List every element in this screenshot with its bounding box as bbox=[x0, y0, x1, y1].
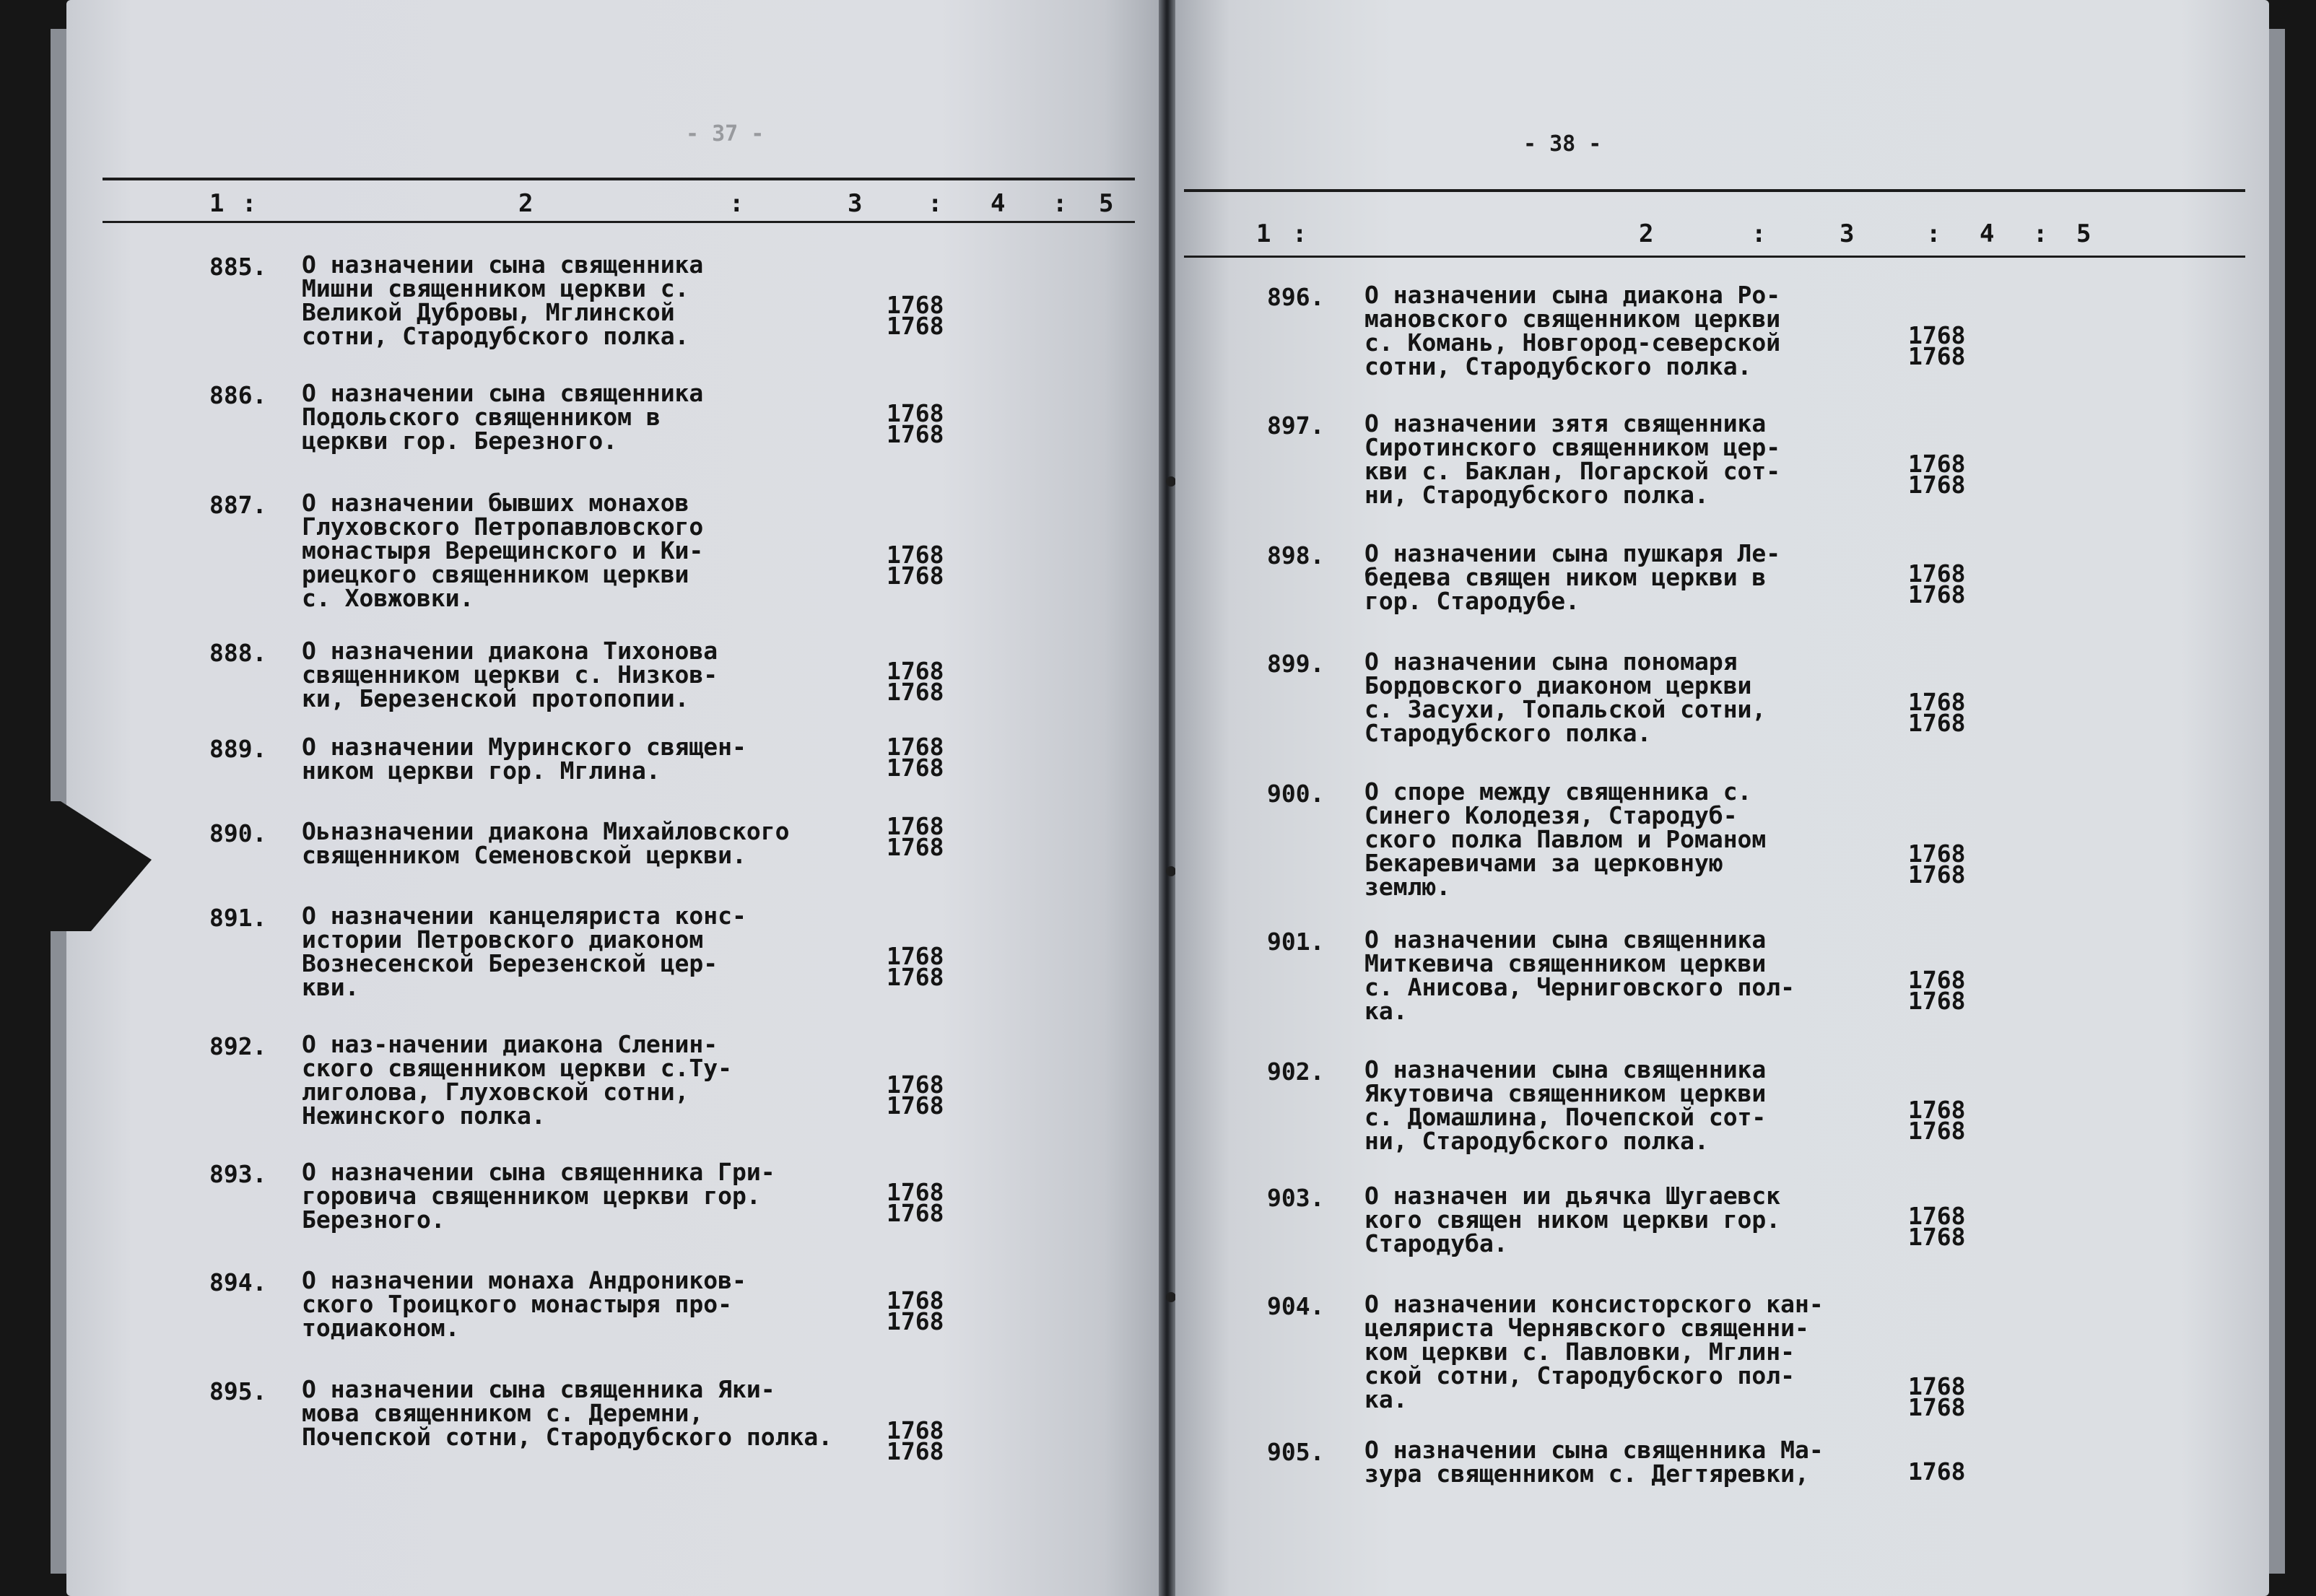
entry-description-line: О назначении канцеляриста конс- bbox=[302, 902, 746, 930]
entry-description-line: Подольского священником в bbox=[302, 403, 661, 431]
entry-description bbox=[1364, 925, 1795, 1025]
entry-year: 1768 bbox=[887, 562, 944, 590]
entry-year: 1768 bbox=[1908, 1372, 1966, 1400]
right-page-number: - 38 - bbox=[1523, 131, 1602, 157]
entry-number: 896. bbox=[1267, 283, 1325, 311]
entry-description-line: О назначении сына священника Ма- bbox=[1364, 1436, 1824, 1464]
entry-year: 1768 bbox=[887, 754, 944, 782]
entry-year: 1768 bbox=[1908, 1223, 1966, 1251]
entry-description-line: Глуховского Петропавловского bbox=[302, 513, 704, 541]
right-header-rule-top bbox=[1184, 189, 2245, 192]
entry-description bbox=[302, 1377, 832, 1449]
col-header-4: 4 bbox=[1980, 219, 1995, 248]
entry-description bbox=[302, 491, 703, 610]
entry-number: 889. bbox=[209, 735, 267, 763]
entry-description bbox=[302, 904, 746, 999]
entry-description-line: мановского священником церкви bbox=[1364, 305, 1781, 333]
entry-description bbox=[302, 1268, 746, 1340]
col-sep: : bbox=[1292, 219, 1307, 248]
col-sep: : bbox=[1053, 189, 1068, 218]
entry-year: 1768 bbox=[1908, 559, 1966, 588]
entry-description-line: ком церкви с. Павловки, Мглин- bbox=[1364, 1338, 1795, 1366]
col-header-1: 1 bbox=[209, 189, 225, 218]
entry-description-line: О назначении Муринского священ- bbox=[302, 733, 746, 761]
entry-year: 1768 bbox=[1908, 471, 1966, 499]
entry-description-line: сотни, Стародубского полка. bbox=[1364, 352, 1752, 380]
entry-description-line: с. Ховжовки. bbox=[302, 584, 474, 612]
entry-year: 1768 bbox=[887, 399, 944, 427]
entry-description-line: Великой Дубровы, Мглинской bbox=[302, 298, 675, 326]
col-header-1: 1 bbox=[1256, 219, 1271, 248]
entry-year: 1768 bbox=[887, 963, 944, 991]
entry-description-line: кого священ ником церкви гор. bbox=[1364, 1205, 1781, 1234]
col-sep: : bbox=[1751, 219, 1767, 248]
entry-description-line: Якутовича священником церкви bbox=[1364, 1079, 1767, 1107]
entry-year: 1768 bbox=[887, 833, 944, 861]
entry-year: 1768 bbox=[887, 541, 944, 569]
entry-description-line: целяриста Чернявского священни- bbox=[1364, 1314, 1809, 1342]
entry-description-line: О назначении консисторского кан- bbox=[1364, 1290, 1824, 1318]
entry-description bbox=[1364, 647, 1767, 747]
entry-description-line: Миткевича священником церкви bbox=[1364, 949, 1767, 977]
entry-description-line: сотни, Стародубского полка. bbox=[302, 322, 689, 350]
entry-number: 890. bbox=[209, 819, 267, 847]
entry-year: 1768 bbox=[1908, 321, 1966, 349]
entry-description-line: О назначении сына диакона Ро- bbox=[1364, 281, 1781, 309]
entry-year: 1768 bbox=[1908, 840, 1966, 868]
entry-year: 1768 bbox=[887, 942, 944, 970]
entry-description-line: Сиротинского священником цер- bbox=[1364, 433, 1781, 461]
entry-description-line: с. Засухи, Топальской сотни, bbox=[1364, 695, 1767, 723]
col-sep: : bbox=[1926, 219, 1941, 248]
entry-year: 1768 bbox=[887, 1091, 944, 1120]
entry-year: 1768 bbox=[887, 312, 944, 340]
entry-description bbox=[1364, 777, 1767, 901]
entry-description-line: церкви гор. Березного. bbox=[302, 427, 618, 455]
entry-description-line: О назначен ии дьячка Шугаевск bbox=[1364, 1182, 1781, 1210]
entry-description-line: с. Анисова, Черниговского пол- bbox=[1364, 973, 1795, 1001]
entry-description-line: с. Комань, Новгород-северской bbox=[1364, 328, 1781, 357]
entry-description bbox=[302, 1158, 775, 1234]
entry-description-line: зура священником с. Дегтяревки, bbox=[1364, 1460, 1809, 1488]
entry-description-line: Стародуба. bbox=[1364, 1229, 1508, 1257]
entry-number: 887. bbox=[209, 491, 267, 519]
entry-description bbox=[302, 250, 704, 350]
entry-description-line: тодиаконом. bbox=[302, 1314, 460, 1342]
entry-year: 1768 bbox=[887, 1199, 944, 1227]
entry-description bbox=[302, 733, 746, 785]
entry-year: 1768 bbox=[1908, 1096, 1966, 1124]
entry-description-line: О назначении сына пушкаря Ле- bbox=[1364, 539, 1781, 567]
entry-year: 1768 bbox=[887, 733, 944, 761]
entry-year: 1768 bbox=[1908, 966, 1966, 994]
entry-year: 1768 bbox=[1908, 709, 1966, 737]
entry-description-line: монастыря Верещинского и Ки- bbox=[302, 536, 704, 564]
entry-year: 1768 bbox=[1908, 987, 1966, 1015]
entry-year: 1768 bbox=[1908, 860, 1966, 889]
entry-description-line: О назначении сына священника bbox=[302, 250, 704, 279]
entry-year: 1768 bbox=[1908, 688, 1966, 716]
entry-number: 895. bbox=[209, 1377, 267, 1405]
entry-description bbox=[1364, 1292, 1824, 1411]
entry-description-line: ки, Березенской протопопии. bbox=[302, 684, 689, 712]
entry-year: 1768 bbox=[1908, 1457, 1966, 1486]
entry-description-line: землю. bbox=[1364, 873, 1451, 901]
entry-description-line: О назначении сына пономаря bbox=[1364, 647, 1738, 676]
entry-year: 1768 bbox=[887, 1070, 944, 1099]
col-header-3: 3 bbox=[848, 189, 863, 218]
left-header-rule-top bbox=[103, 178, 1135, 180]
entry-description-line: кви с. Баклан, Погарской сот- bbox=[1364, 457, 1781, 485]
entry-description-line: О назначении монаха Андроников- bbox=[302, 1266, 746, 1294]
entry-description bbox=[1364, 411, 1780, 507]
entry-number: 901. bbox=[1267, 928, 1325, 956]
entry-description-line: Почепской сотни, Стародубского полка. bbox=[302, 1423, 833, 1451]
entry-number: 900. bbox=[1267, 780, 1325, 808]
entry-description-line: ской сотни, Стародубского пол- bbox=[1364, 1361, 1795, 1390]
col-header-5: 5 bbox=[2076, 219, 2091, 248]
entry-description-line: священником Семеновской церкви. bbox=[302, 841, 746, 869]
entry-description-line: Синего Колодезя, Стародуб- bbox=[1364, 801, 1738, 829]
entry-description-line: ского полка Павлом и Романом bbox=[1364, 825, 1767, 853]
entry-number: 898. bbox=[1267, 541, 1325, 570]
entry-description-line: Нежинского полка. bbox=[302, 1102, 546, 1130]
entry-number: 885. bbox=[209, 253, 267, 281]
book-cover-edge-right bbox=[2269, 29, 2285, 1574]
entry-description-line: ни, Стародубского полка. bbox=[1364, 481, 1709, 509]
binding-hole bbox=[1166, 476, 1176, 487]
entry-description-line: гор. Стародубе. bbox=[1364, 587, 1580, 615]
entry-description-line: Вознесенской Березенской цер- bbox=[302, 949, 718, 977]
entry-description bbox=[302, 639, 718, 710]
entry-description bbox=[1364, 1438, 1824, 1486]
entry-description-line: Стародубского полка. bbox=[1364, 719, 1652, 747]
entry-year: 1768 bbox=[1908, 1202, 1966, 1230]
entry-description-line: бедева священ ником церкви в bbox=[1364, 563, 1767, 591]
entry-number: 904. bbox=[1267, 1292, 1325, 1320]
entry-number: 905. bbox=[1267, 1438, 1325, 1466]
entry-description-line: лиголова, Глуховской сотни, bbox=[302, 1078, 689, 1106]
entry-year: 1768 bbox=[1908, 1393, 1966, 1421]
entry-year: 1768 bbox=[887, 1416, 944, 1444]
entry-description-line: О наз-начении диакона Сленин- bbox=[302, 1030, 718, 1058]
col-sep: : bbox=[729, 189, 744, 218]
entry-number: 888. bbox=[209, 639, 267, 667]
entry-year: 1768 bbox=[1908, 1117, 1966, 1145]
entry-description-line: ка. bbox=[1364, 1385, 1408, 1413]
col-sep: : bbox=[242, 189, 257, 218]
col-sep: : bbox=[2033, 219, 2048, 248]
entry-description-line: ником церкви гор. Мглина. bbox=[302, 756, 661, 785]
col-header-3: 3 bbox=[1840, 219, 1855, 248]
entry-description-line: О назначении зятя священника bbox=[1364, 409, 1767, 437]
entry-description bbox=[1364, 541, 1780, 613]
right-header-rule-bottom bbox=[1184, 256, 2245, 258]
entry-description-line: Березного. bbox=[302, 1205, 445, 1234]
entry-description-line: О назначении диакона Тихонова bbox=[302, 637, 718, 665]
entry-description-line: О назначении сына священника Гри- bbox=[302, 1158, 775, 1186]
col-header-5: 5 bbox=[1099, 189, 1114, 218]
entry-description-line: ского священником церкви с.Ту- bbox=[302, 1054, 733, 1082]
entry-description bbox=[1364, 1055, 1767, 1155]
entry-number: 891. bbox=[209, 904, 267, 932]
entry-description-line: Мишни священником церкви с. bbox=[302, 274, 689, 302]
left-page-number: - 37 - bbox=[686, 121, 765, 147]
entry-year: 1768 bbox=[1908, 450, 1966, 478]
entry-description bbox=[302, 381, 703, 453]
entry-number: 902. bbox=[1267, 1058, 1325, 1086]
entry-number: 899. bbox=[1267, 650, 1325, 678]
entry-description-line: кви. bbox=[302, 973, 360, 1001]
entry-description bbox=[302, 1032, 732, 1128]
entry-description-line: Оьназначении диакона Михайловского bbox=[302, 817, 790, 845]
entry-year: 1768 bbox=[887, 812, 944, 840]
entry-number: 892. bbox=[209, 1032, 267, 1060]
entry-description bbox=[302, 819, 790, 867]
entry-number: 893. bbox=[209, 1160, 267, 1188]
entry-year: 1768 bbox=[887, 420, 944, 448]
entry-description bbox=[1364, 1184, 1780, 1255]
entry-description-line: О назначении сына священника bbox=[1364, 925, 1767, 954]
entry-year: 1768 bbox=[887, 1286, 944, 1314]
entry-year: 1768 bbox=[887, 1437, 944, 1465]
entry-description-line: ского Троицкого монастыря про- bbox=[302, 1290, 733, 1318]
entry-description-line: священником церкви с. Низков- bbox=[302, 660, 718, 689]
entry-description-line: Бордовского диаконом церкви bbox=[1364, 671, 1752, 699]
entry-description-line: с. Домашлина, Почепской сот- bbox=[1364, 1103, 1767, 1131]
entry-description-line: мова священником с. Деремни, bbox=[302, 1399, 704, 1427]
entry-year: 1768 bbox=[1908, 342, 1966, 370]
entry-description-line: О назначении сына священника Яки- bbox=[302, 1375, 775, 1403]
binding-hole bbox=[1166, 1292, 1176, 1302]
entry-description-line: риецкого священником церкви bbox=[302, 560, 689, 588]
col-header-4: 4 bbox=[991, 189, 1006, 218]
entry-description-line: ка. bbox=[1364, 997, 1408, 1025]
entry-description-line: О назначении сына священника bbox=[1364, 1055, 1767, 1083]
entry-description-line: О споре между священника с. bbox=[1364, 777, 1752, 806]
binding-hole bbox=[1166, 866, 1176, 876]
entry-number: 903. bbox=[1267, 1184, 1325, 1212]
entry-year: 1768 bbox=[887, 657, 944, 685]
entry-year: 1768 bbox=[887, 291, 944, 319]
entry-year: 1768 bbox=[887, 1178, 944, 1206]
col-header-2: 2 bbox=[1639, 219, 1654, 248]
col-sep: : bbox=[928, 189, 943, 218]
entry-year: 1768 bbox=[887, 678, 944, 706]
entry-description-line: горовича священником церкви гор. bbox=[302, 1182, 761, 1210]
col-header-2: 2 bbox=[518, 189, 534, 218]
left-page bbox=[66, 0, 1159, 1596]
entry-description bbox=[1364, 283, 1780, 378]
entry-description-line: О назначении бывших монахов bbox=[302, 489, 689, 517]
entry-description-line: О назначении сына священника bbox=[302, 379, 704, 407]
entry-number: 894. bbox=[209, 1268, 267, 1296]
entry-description-line: ни, Стародубского полка. bbox=[1364, 1127, 1709, 1155]
entry-description-line: истории Петровского диаконом bbox=[302, 925, 704, 954]
entry-year: 1768 bbox=[1908, 580, 1966, 609]
left-header-rule-bottom bbox=[103, 221, 1135, 223]
entry-number: 897. bbox=[1267, 411, 1325, 440]
entry-description-line: Бекаревичами за церковную bbox=[1364, 849, 1723, 877]
entry-number: 886. bbox=[209, 381, 267, 409]
book-gutter bbox=[1159, 0, 1175, 1596]
entry-year: 1768 bbox=[887, 1307, 944, 1335]
